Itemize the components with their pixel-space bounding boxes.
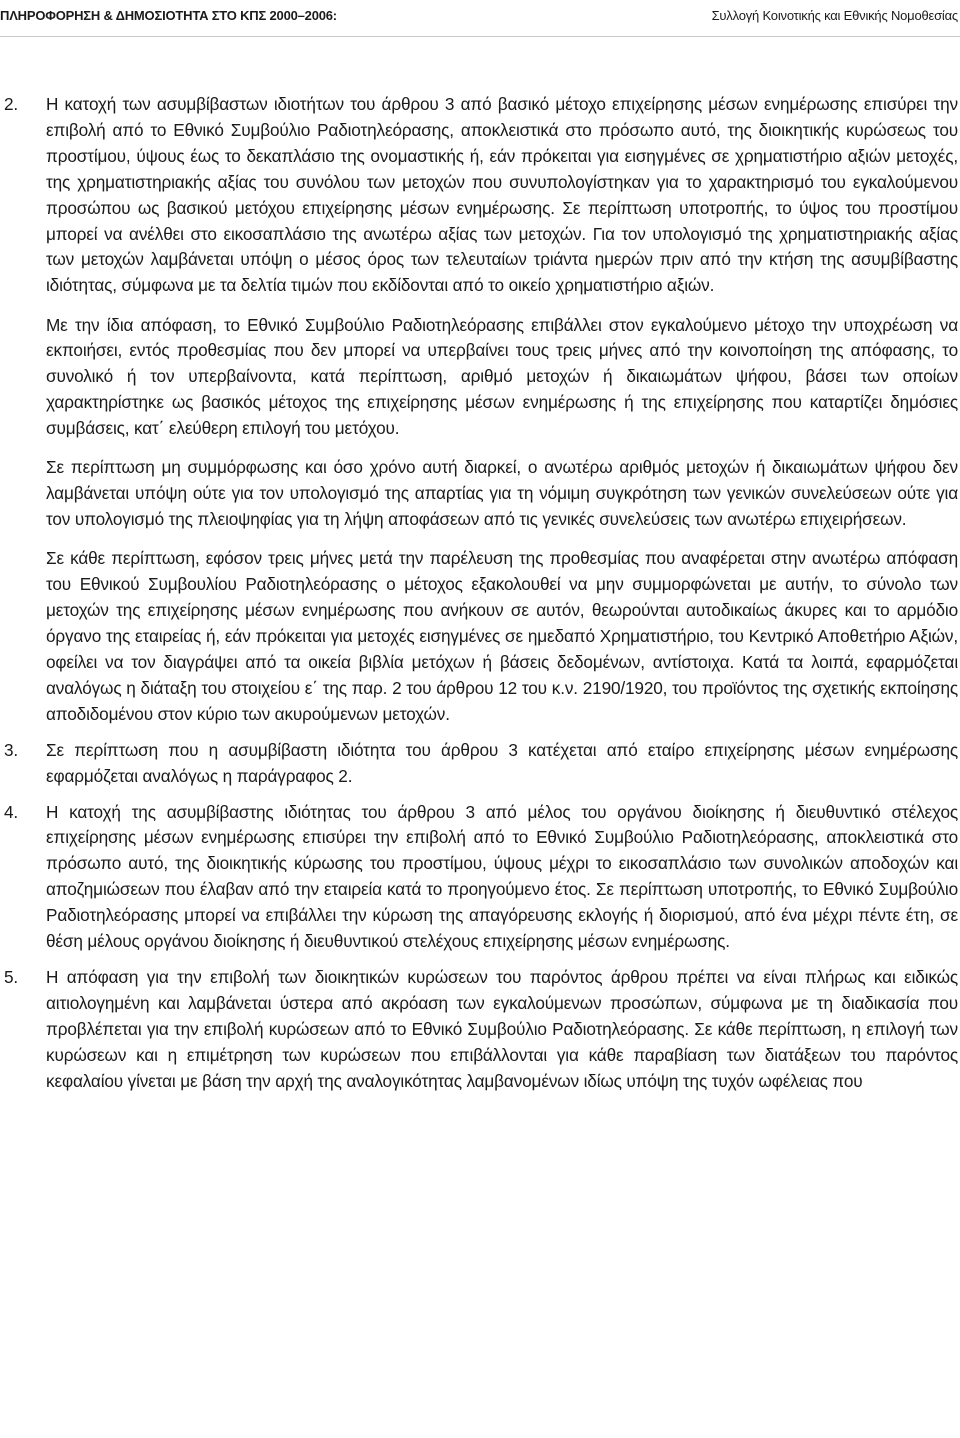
paragraph: Με την ίδια απόφαση, το Εθνικό Συμβούλιο Ραδιοτηλεόρασης επιβάλλει στον εγκαλούμενο μέτοχο την υποχρέωση να εκποιήσει, εντός προθεσμίας που δεν μπορεί να υπερβαίνει τους τρεις μήνες από την κοινοποίηση της απόφασης, το συνολικό ή τον υπερβαίνοντα, κατά περίπτωση, αριθμό μετοχών ή δικαιωμάτων ψήφου, βάσει των οποίων χαρακτηρίστηκε ως βασικός μέτοχος της επιχείρησης μέσων ενημέρωσης ή της επιχείρησης που καταρτίζει δημόσιες συμβάσεις, κατ΄ ελεύθερη επιλογή του μετόχου.	[46, 314, 958, 439]
article-item-3	[0, 738, 958, 790]
paragraph: Σε περίπτωση μη συμμόρφωσης και όσο χρόνο αυτή διαρκεί, ο ανωτέρω αριθμός μετοχών ή δικαιωμάτων ψήφου δεν λαμβάνεται υπόψη ούτε για τον υπολογισμό της απαρτίας για τη νόμιμη συγκρότηση των γενικών συνελεύσεων ούτε για τον υπολογισμό της πλειοψηφίας για τη λήψη αποφάσεων από τις γενικές συνελεύσεις των ανωτέρω επιχειρήσεων.	[46, 457, 958, 530]
article-item-5	[0, 965, 958, 1095]
article-item-2	[0, 92, 958, 728]
paragraph: Σε κάθε περίπτωση, εφόσον τρεις μήνες μετά την παρέλευση της προθεσμίας που αναφέρεται στην ανωτέρω απόφαση του Εθνικού Συμβουλίου Ραδιοτηλεόρασης ο μέτοχος εξακολουθεί να μην συμμορφώνεται με αυτήν, το σύνολο των μετοχών της επιχείρησης μέσων ενημέρωσης που ανήκουν σε αυτόν, θεωρούνται αυτοδικαίως άκυρες και το αρμόδιο όργανο της εταιρείας ή, εάν πρόκειται για μετοχές εισηγμένες σε ημεδαπό Χρηματιστήριο, του Κεντρικό Αποθετήριο Αξιών, οφείλει να τον διαγράψει από τα οικεία βιβλία μετόχων ή βάσεις δεδομένων, αντίστοιχα. Κατά τα λοιπά, εφαρμόζεται αναλόγως η διάταξη του στοιχείου ε΄ της παρ. 2 του άρθρου 12 του κ.ν. 2190/1920, του προϊόντος της σχετικής εκποίησης αποδιδομένου στον κύριο των ακυρούμενων μετοχών.	[46, 548, 958, 724]
header-divider	[0, 36, 960, 37]
paragraph: Σε περίπτωση που η ασυμβίβαστη ιδιότητα του άρθρου 3 κατέχεται από εταίρο επιχείρησης μέσων ενημέρωσης εφαρμόζεται αναλόγως η παράγραφος 2.	[46, 739, 958, 786]
article-item-4	[0, 800, 958, 955]
paragraph: Η απόφαση για την επιβολή των διοικητικών κυρώσεων του παρόντος άρθρου πρέπει να είναι πλήρως και ειδικώς αιτιολογημένη και λαμβάνεται ύστερα από ακρόαση των εγκαλούμενων προσώπων, σύμφωνα με τη διαδικασία που προβλέπεται για την επιβολή κυρώσεων από το Εθνικό Συμβούλιο Ραδιοτηλεόρασης. Σε κάθε περίπτωση, η επιλογή των κυρώσεων και η επιμέτρηση των κυρώσεων που επιβάλλονται για κάθε παραβίαση των διατάξεων του παρόντος κεφαλαίου γίνεται με βάση την αρχή της αναλογικότητας λαμβανομένων ιδίως υπόψη της τυχόν ωφέλειας που	[46, 966, 958, 1091]
item-number: 5.	[4, 966, 19, 987]
paragraph: Η κατοχή των ασυμβίβαστων ιδιοτήτων του άρθρου 3 από βασικό μέτοχο επιχείρησης μέσων ενημέρωσης επισύρει την επιβολή από το Εθνικό Συμβούλιο Ραδιοτηλεόρασης, αποκλειστικά στο πρόσωπο αυτό, της διοικητικής κυρώσεως του προστίμου, ύψους έως το δεκαπλάσιο της ονομαστικής ή, εάν πρόκειται για εισηγμένες σε χρηματιστήριο αξιών μετοχές, της χρηματιστηριακής αξίας του συνόλου των μετοχών που συνυπολογίστηκαν για το χαρακτηρισμό του εγκαλούμενου προσώπου ως βασικού μετόχου επιχείρησης μέσων ενημέρωσης. Σε περίπτωση υποτροπής, το ύψος του προστίμου μπορεί να ανέλθει στο εικοσαπλάσιο της ανωτέρω αξίας των μετοχών. Για τον υπολογισμό της χρηματιστηριακής αξίας των μετοχών λαμβάνεται υπόψη ο μέσος όρος των τελευταίων τριάντα ημερών πριν από την κτήση της ασυμβίβαστης ιδιότητας, σύμφωνα με τα δελτία τιμών που εκδίδονται από το οικείο χρηματιστήριο αξιών.	[46, 94, 958, 296]
paragraph: Η κατοχή της ασυμβίβαστης ιδιότητας του άρθρου 3 από μέλος του οργάνου διοίκησης ή διευθυντικό στέλεχος επιχείρησης μέσων ενημέρωσης επισύρει την επιβολή από το Εθνικό Συμβούλιο Ραδιοτηλεόρασης, αποκλειστικά στο πρόσωπο αυτό, της διοικητικής κύρωσης του προστίμου, ύψους μέχρι το εικοσαπλάσιο των συνολικών αποδοχών και αποζημιώσεων που έλαβαν από την εταιρεία κατά το προηγούμενο έτος. Σε περίπτωση υποτροπής, το Εθνικό Συμβούλιο Ραδιοτηλεόρασης μπορεί να επιβάλλει την κύρωση της απαγόρευσης εκλογής ή διορισμού, από ένα μέχρι πέντε έτη, σε θέση μέλους οργάνου διοίκησης ή διευθυντικού στελέχους επιχείρησης μέσων ενημέρωσης.	[46, 801, 958, 952]
header-title: ΠΛΗΡΟΦΟΡΗΣΗ & ΔΗΜΟΣΙΟΤΗΤΑ ΣΤΟ ΚΠΣ 2000–2006:	[0, 8, 337, 23]
document-body	[0, 92, 958, 1105]
item-number: 2.	[4, 94, 19, 114]
item-number: 4.	[4, 801, 19, 822]
header-collection-name: Συλλογή Κοινοτικής και Εθνικής Νομοθεσίας	[711, 8, 958, 23]
page-header	[0, 8, 960, 30]
item-number: 3.	[4, 739, 19, 760]
